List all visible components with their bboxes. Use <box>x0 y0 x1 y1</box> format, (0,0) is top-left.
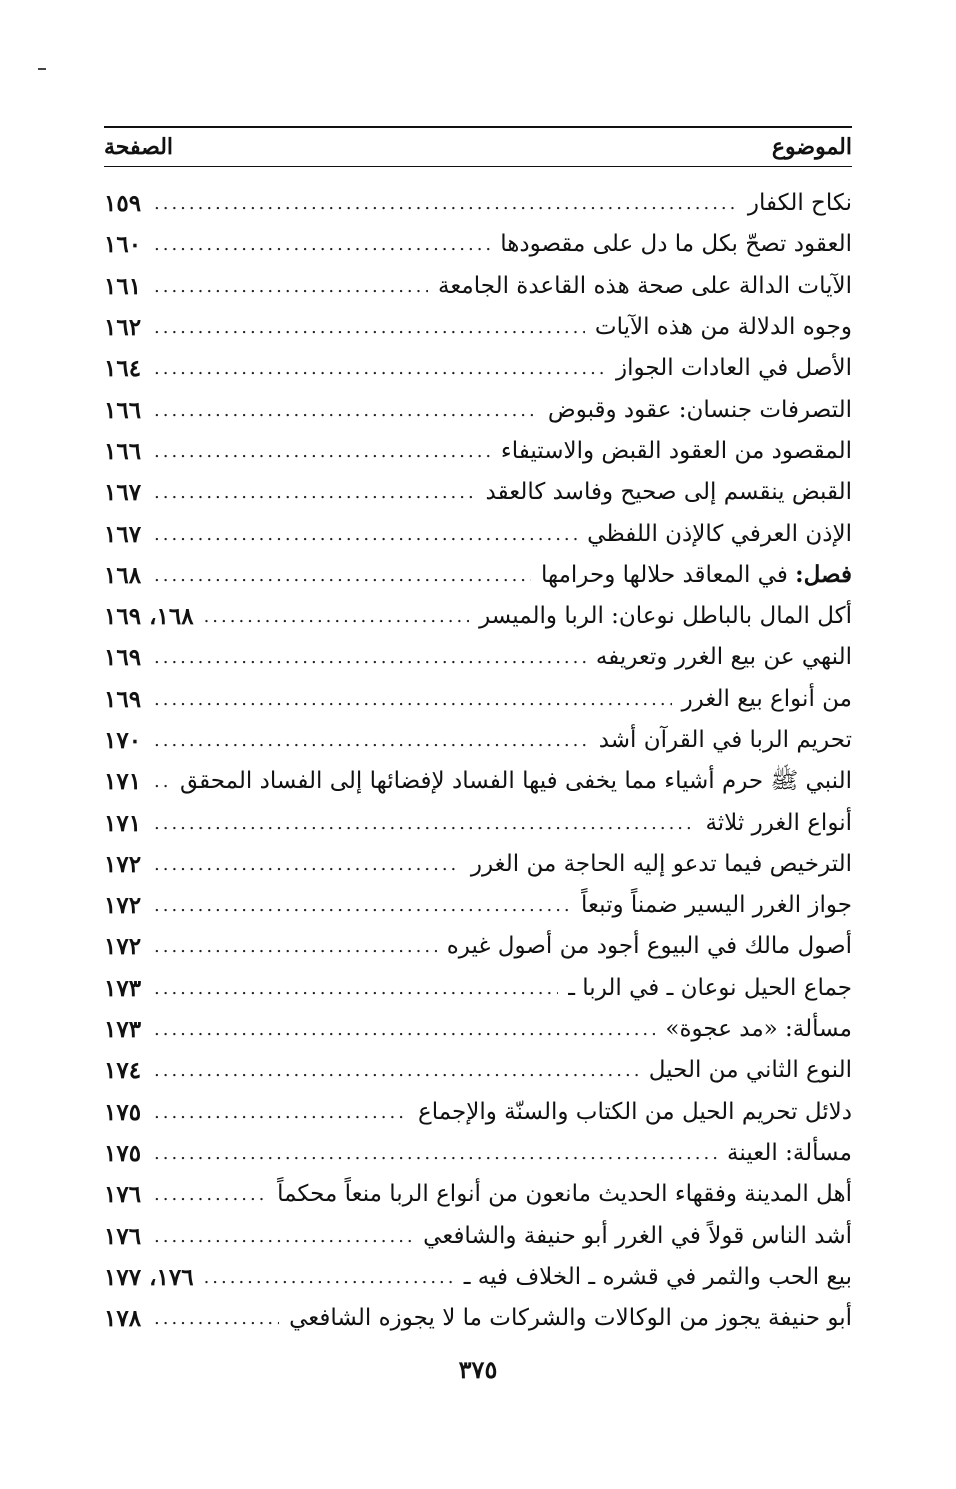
toc-entry-title <box>568 968 852 1009</box>
toc-entry-text: النهي عن بيع الغرر وتعريفه <box>595 644 852 671</box>
dot-leader <box>154 1298 279 1339</box>
toc-entry-text: جواز الغرر اليسير ضمناً وتبعاً <box>581 892 852 919</box>
dot-leader <box>154 390 538 431</box>
dot-leader <box>154 679 672 720</box>
dot-leader <box>154 1174 267 1215</box>
toc-entry-text: الترخيص فيما تدعو إليه الحاجة من الغرر <box>470 850 852 877</box>
toc-entry-text: أبو حنيفة يجوز من الوكالات والشركات ما لا يجوزه الشافعي <box>289 1305 852 1332</box>
dot-leader <box>154 844 461 885</box>
toc-entry-page: ١٧٦ <box>104 1222 142 1250</box>
dot-leader <box>154 555 531 596</box>
toc-entry-page: ١٧٥ <box>104 1139 142 1167</box>
dot-leader <box>154 1133 717 1174</box>
dot-leader <box>154 761 170 802</box>
toc-entry-title <box>471 844 852 885</box>
toc-entry-text: تحريم الربا في القرآن أشد <box>598 727 852 753</box>
toc-entry-title <box>595 307 852 348</box>
dot-leader <box>154 1092 408 1133</box>
toc-list <box>104 183 852 1339</box>
toc-entry-title <box>748 183 852 224</box>
toc-entry-title <box>599 720 852 761</box>
toc-entry <box>104 1174 852 1215</box>
toc-entry-prefix: فصل: <box>795 561 852 589</box>
toc-entry-text: القبض ينقسم إلى صحيح وفاسد كالعقد <box>485 479 852 506</box>
toc-entry-text: مسألة: العينة <box>727 1139 852 1166</box>
toc-entry-page: ١٦٦ <box>104 437 142 465</box>
toc-entry-title <box>596 637 852 678</box>
toc-entry-text: النوع الثاني من الحيل <box>648 1057 852 1084</box>
toc-entry-page: ١٧٥ <box>104 1098 142 1126</box>
dot-leader <box>204 1257 454 1298</box>
toc-entry-title <box>616 348 852 389</box>
toc-entry-title <box>180 761 852 802</box>
toc-entry <box>104 472 852 513</box>
toc-entry-text: أشد الناس قولاً في الغرر أبو حنيفة والشافعي <box>423 1222 852 1249</box>
toc-entry-page: ١٧١ <box>104 768 142 796</box>
toc-entry <box>104 926 852 967</box>
toc-entry-title <box>682 679 852 720</box>
toc-entry-page: ١٦٧ <box>104 479 142 507</box>
toc-entry-text: جماع الحيل نوعان ـ في الربا ـ <box>568 974 852 1001</box>
dot-leader <box>154 514 577 555</box>
dot-leader <box>154 926 437 967</box>
toc-entry-page: ١٦٤ <box>104 355 142 383</box>
toc-entry <box>104 844 852 885</box>
dot-leader <box>154 1216 413 1257</box>
dot-leader <box>154 431 491 472</box>
toc-entry-title <box>587 514 852 555</box>
toc-entry-title <box>581 885 852 926</box>
toc-entry-page: ١٦٨، ١٦٩ <box>104 603 194 631</box>
toc-entry <box>104 389 852 430</box>
dot-leader <box>154 1009 655 1050</box>
toc-entry-text: في المعاقد حلالها وحرامها <box>540 562 796 589</box>
toc-entry-page: ١٧٦ <box>104 1181 142 1209</box>
toc-entry <box>104 802 852 843</box>
toc-entry-title <box>501 431 852 472</box>
toc-entry <box>104 761 852 802</box>
toc-entry-title <box>464 1257 852 1298</box>
toc-entry-text: من أنواع بيع الغرر <box>681 685 852 712</box>
toc-entry-title <box>277 1174 852 1215</box>
toc-entry-title <box>548 390 852 431</box>
toc-entry-text: أصول مالك في البيوع أجود من أصول غيره <box>446 933 852 960</box>
dot-leader <box>154 637 586 678</box>
dot-leader <box>154 348 606 389</box>
toc-entry <box>104 1215 852 1256</box>
toc-entry <box>104 679 852 720</box>
toc-entry-text: مسألة: «مد عجوة» <box>665 1016 852 1043</box>
toc-header <box>104 128 852 166</box>
toc-entry-text: وجوه الدلالة من هذه الآيات <box>594 314 852 341</box>
toc-entry-page: ١٧٤ <box>104 1057 142 1085</box>
toc-entry-text: الأصل في العادات الجواز <box>616 355 852 382</box>
dot-leader <box>154 968 558 1009</box>
toc-entry-text: نكاح الكفار <box>747 190 852 217</box>
dot-leader <box>154 720 589 761</box>
toc-entry-page: ١٧١ <box>104 809 142 837</box>
toc-entry-title <box>665 1009 852 1050</box>
dot-leader <box>154 472 476 513</box>
toc-entry-text: بيع الحب والثمر في قشره ـ الخلاف فيه ـ <box>463 1263 852 1290</box>
toc-entry <box>104 266 852 307</box>
toc-entry-page: ١٦٧ <box>104 520 142 548</box>
dot-leader <box>204 596 470 637</box>
toc-entry <box>104 720 852 761</box>
toc-entry-title <box>727 1133 852 1174</box>
toc-entry <box>104 513 852 554</box>
toc-entry-text: الإذن العرفي كالإذن اللفظي <box>587 520 852 547</box>
toc-entry <box>104 637 852 678</box>
toc-entry-title <box>289 1298 852 1339</box>
header-rule <box>104 166 852 167</box>
toc-entry <box>104 1133 852 1174</box>
page-column-label: الصفحة <box>104 134 174 160</box>
toc-entry <box>104 596 852 637</box>
toc-entry <box>104 1050 852 1091</box>
toc-entry-page: ١٧٨ <box>104 1305 142 1333</box>
toc-entry <box>104 968 852 1009</box>
toc-entry-title <box>705 803 852 844</box>
toc-entry-page: ١٧٢ <box>104 850 142 878</box>
toc-entry <box>104 1298 852 1339</box>
toc-entry-text: المقصود من العقود القبض والاستيفاء <box>500 437 852 464</box>
page-number: ٣٧٥ <box>458 1355 498 1384</box>
toc-entry-page: ١٧٢ <box>104 892 142 920</box>
toc-entry-page: ١٧٠ <box>104 727 142 754</box>
toc-entry-text: الآيات الدالة على صحة هذه القاعدة الجامعة <box>438 272 852 299</box>
toc-entry-page: ١٧٦، ١٧٧ <box>104 1263 194 1291</box>
dot-leader <box>154 224 490 265</box>
toc-entry-title <box>423 1216 852 1257</box>
toc-entry-text: أنواع الغرر ثلاثة <box>705 809 852 836</box>
dot-leader <box>154 885 571 926</box>
toc-entry-title <box>649 1050 852 1091</box>
toc-entry-page: ١٦٢ <box>104 314 142 342</box>
toc-entry <box>104 183 852 224</box>
dot-leader <box>154 183 738 224</box>
scan-mark <box>38 68 46 70</box>
toc-entry-page: ١٦٠ <box>104 231 142 259</box>
toc-entry <box>104 431 852 472</box>
toc-entry-page: ١٧٣ <box>104 1016 142 1044</box>
toc-entry-text: العقود تصحّ بكل ما دل على مقصودها <box>500 231 852 258</box>
toc-entry <box>104 1257 852 1298</box>
toc-entry-page: ١٦٩ <box>104 644 142 672</box>
toc-entry-text: دلائل تحريم الحيل من الكتاب والسنّة والإجماع <box>418 1098 852 1125</box>
toc-entry-title <box>500 224 852 265</box>
toc-entry-title <box>479 596 852 637</box>
dot-leader <box>154 803 695 844</box>
toc-entry-text: أكل المال بالباطل نوعان: الربا والميسر <box>479 603 852 630</box>
toc-entry-page: ١٦٦ <box>104 396 142 424</box>
dot-leader <box>154 266 428 307</box>
toc-entry <box>104 307 852 348</box>
toc-page <box>104 126 852 1339</box>
toc-entry-title <box>438 266 852 307</box>
toc-entry-page: ١٦٩ <box>104 685 142 713</box>
toc-entry <box>104 885 852 926</box>
toc-entry-text: التصرفات جنسان: عقود وقبوض <box>547 396 852 423</box>
toc-entry <box>104 1092 852 1133</box>
toc-entry <box>104 555 852 596</box>
toc-entry-title <box>486 472 852 513</box>
toc-entry-title <box>541 554 852 596</box>
toc-entry-page: ١٦١ <box>104 272 142 300</box>
dot-leader <box>154 1050 639 1091</box>
toc-entry-page: ١٥٩ <box>104 190 142 218</box>
toc-entry-text: أهل المدينة وفقهاء الحديث مانعون من أنواع الربا منعاً محكماً <box>277 1181 852 1208</box>
toc-entry-page: ١٧٢ <box>104 933 142 961</box>
topic-column-label: الموضوع <box>771 134 852 160</box>
toc-entry <box>104 1009 852 1050</box>
toc-entry <box>104 348 852 389</box>
toc-entry-title <box>447 926 852 967</box>
toc-entry-title <box>418 1092 852 1133</box>
toc-entry-page: ١٦٨ <box>104 561 142 589</box>
toc-entry-text: النبي ﷺ حرم أشياء مما يخفى فيها الفساد لإفضائها إلى الفساد المحقق <box>179 768 852 795</box>
toc-entry-page: ١٧٣ <box>104 974 142 1002</box>
toc-entry <box>104 224 852 265</box>
dot-leader <box>154 307 585 348</box>
